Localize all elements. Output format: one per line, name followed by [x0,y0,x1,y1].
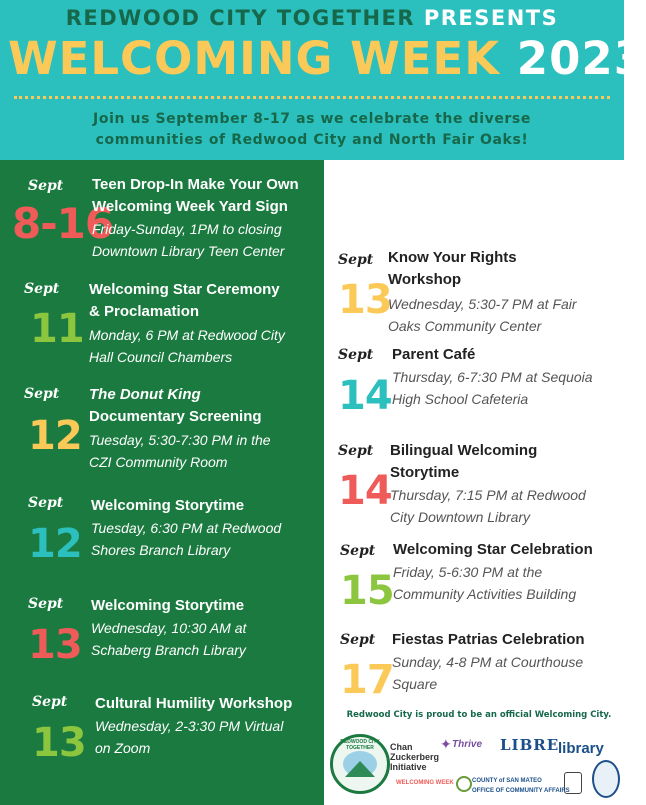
event-detail-line: Monday, 6 PM at Redwood City [89,327,285,343]
event-month: Sept [338,443,374,459]
event-month: Sept [340,543,376,559]
event-title-line: Welcoming Star Ceremony [89,281,280,298]
event-detail-line: Wednesday, 5:30-7 PM at Fair [388,296,577,312]
event-day: 13 [32,720,86,766]
event-day: 11 [30,306,84,352]
event-title-line: Welcoming Storytime [91,497,245,514]
event-title-line: Welcoming Storytime [91,597,245,614]
event-day: 12 [28,413,82,459]
event-detail-line: Schaberg Branch Library [91,642,246,658]
event-title-line: Welcoming Star Celebration [393,541,593,558]
event-detail-line: Friday-Sunday, 1PM to closing [92,221,282,237]
event-title-storytime-shores[interactable] [91,495,244,517]
event-title-donut-king[interactable] [89,384,262,428]
event-month: Sept [340,632,376,648]
event-details [95,715,283,759]
event-title-star-ceremony[interactable] [89,279,280,323]
header-banner [0,0,646,160]
event-detail-line: Thursday, 6-7:30 PM at Sequoia [392,369,593,385]
event-title-line: Cultural Humility Workshop [95,695,293,712]
event-detail-line: Friday, 5-6:30 PM at the [393,564,543,580]
welcoming-week-logo: WELCOMING WEEK [396,780,454,786]
event-detail-line: Tuesday, 6:30 PM at Redwood [91,520,282,536]
event-day: 14 [338,373,392,419]
event-title-line: Workshop [388,271,462,288]
event-detail-line: Square [392,676,438,692]
presents-word: PRESENTS [423,6,559,30]
event-detail-line: Thursday, 7:15 PM at Redwood [390,487,586,503]
title-text: WELCOMING WEEK [8,32,501,85]
event-detail-line: Sunday, 4-8 PM at Courthouse [392,654,584,670]
welcoming-city-note: Redwood City is proud to be an official Welcoming City. [346,710,612,720]
county-line: COUNTY of SAN MATEO [472,778,542,784]
event-title-line: Fiestas Patrias Celebration [392,631,585,648]
event-title-line: Bilingual Welcoming [390,442,538,459]
event-title-line: Storytime [390,464,460,481]
tagline-line2: communities of Redwood City and North Fair Oaks! [95,132,529,148]
event-title-line: Know Your Rights [388,249,517,266]
event-day: 15 [340,568,394,614]
czi-logo [390,742,439,772]
event-detail-line: CZI Community Room [89,454,228,470]
event-month: Sept [338,347,374,363]
title-year: 2023 [516,32,646,85]
event-title-line: Parent Café [392,346,476,363]
event-detail-line: Community Activities Building [393,586,577,602]
event-detail-line: Downtown Library Teen Center [92,243,285,259]
tagline-line1: Join us September 8-17 as we celebrate the diverse [93,111,531,127]
library-logo: library [558,740,604,757]
event-details [393,561,576,605]
event-details [390,484,586,528]
event-details [392,366,593,410]
presenter-line [8,6,616,30]
event-details [92,218,284,262]
event-detail-line: High School Cafeteria [392,391,529,407]
page-title [8,32,646,85]
org-name: REDWOOD CITY TOGETHER [65,6,416,30]
event-month: Sept [28,596,64,612]
county-seal-icon [456,776,472,792]
dotted-divider [14,96,610,99]
event-details [91,517,281,561]
thrive-star-icon: ✦ [440,736,452,752]
event-title-cultural-humility[interactable] [95,693,292,715]
event-day: 14 [338,468,392,514]
event-details [89,429,271,473]
event-details [392,651,583,695]
sponsor-logos [324,730,624,805]
seal-text: REDWOOD CITY TOGETHER [340,739,380,751]
tagline [40,109,584,151]
event-title-star-celebration[interactable] [393,539,593,561]
event-details [91,617,246,661]
event-details [388,293,577,337]
czi-line: Zuckerberg [390,752,440,762]
event-title-teen-yard-sign[interactable] [92,174,299,218]
event-detail-line: Wednesday, 10:30 AM at [91,620,247,636]
event-title-bilingual-storytime[interactable] [390,440,537,484]
event-detail-line: Oaks Community Center [388,318,542,334]
event-month: Sept [24,386,60,402]
bucket-icon [564,772,582,794]
event-detail-line: City Downtown Library [390,509,531,525]
event-detail-line: Wednesday, 2-3:30 PM Virtual [95,718,284,734]
event-day: 8-16 [12,199,114,248]
event-detail-line: Shores Branch Library [91,542,231,558]
event-month: Sept [24,281,60,297]
seal-mountain [345,761,375,777]
event-day: 17 [340,657,394,703]
county-logo [472,776,570,796]
event-details [89,324,285,368]
redwood-city-seal-icon [592,760,620,798]
right-event-column [324,160,624,805]
redwood-city-together-logo [330,734,390,794]
event-day: 13 [338,277,392,323]
event-title-know-your-rights[interactable] [388,247,517,291]
czi-line: Chan [390,742,413,752]
event-detail-line: on Zoom [95,740,151,756]
event-title-line: Welcoming Week Yard Sign [92,198,288,215]
event-month: Sept [28,495,64,511]
thrive-logo: Thrive [452,739,483,750]
left-event-column [0,160,324,805]
event-title-line: Documentary Screening [89,408,262,425]
event-month: Sept [32,694,68,710]
libre-logo: LIBRE [500,736,560,754]
event-title-storytime-schaberg[interactable] [91,595,244,617]
event-day: 13 [28,622,82,668]
county-line: OFFICE OF COMMUNITY AFFAIRS [472,788,570,794]
event-title-fiestas-patrias[interactable] [392,629,585,651]
event-title-line: & Proclamation [89,303,200,320]
event-detail-line: Hall Council Chambers [89,349,233,365]
event-title-line: The Donut King [89,386,201,403]
event-title-line: Teen Drop-In Make Your Own [92,176,299,193]
event-month: Sept [338,252,374,268]
event-day: 12 [28,521,82,567]
event-title-parent-cafe[interactable] [392,344,475,366]
event-month: Sept [28,178,64,194]
czi-line: Initiative [390,762,427,772]
event-detail-line: Tuesday, 5:30-7:30 PM in the [89,432,271,448]
